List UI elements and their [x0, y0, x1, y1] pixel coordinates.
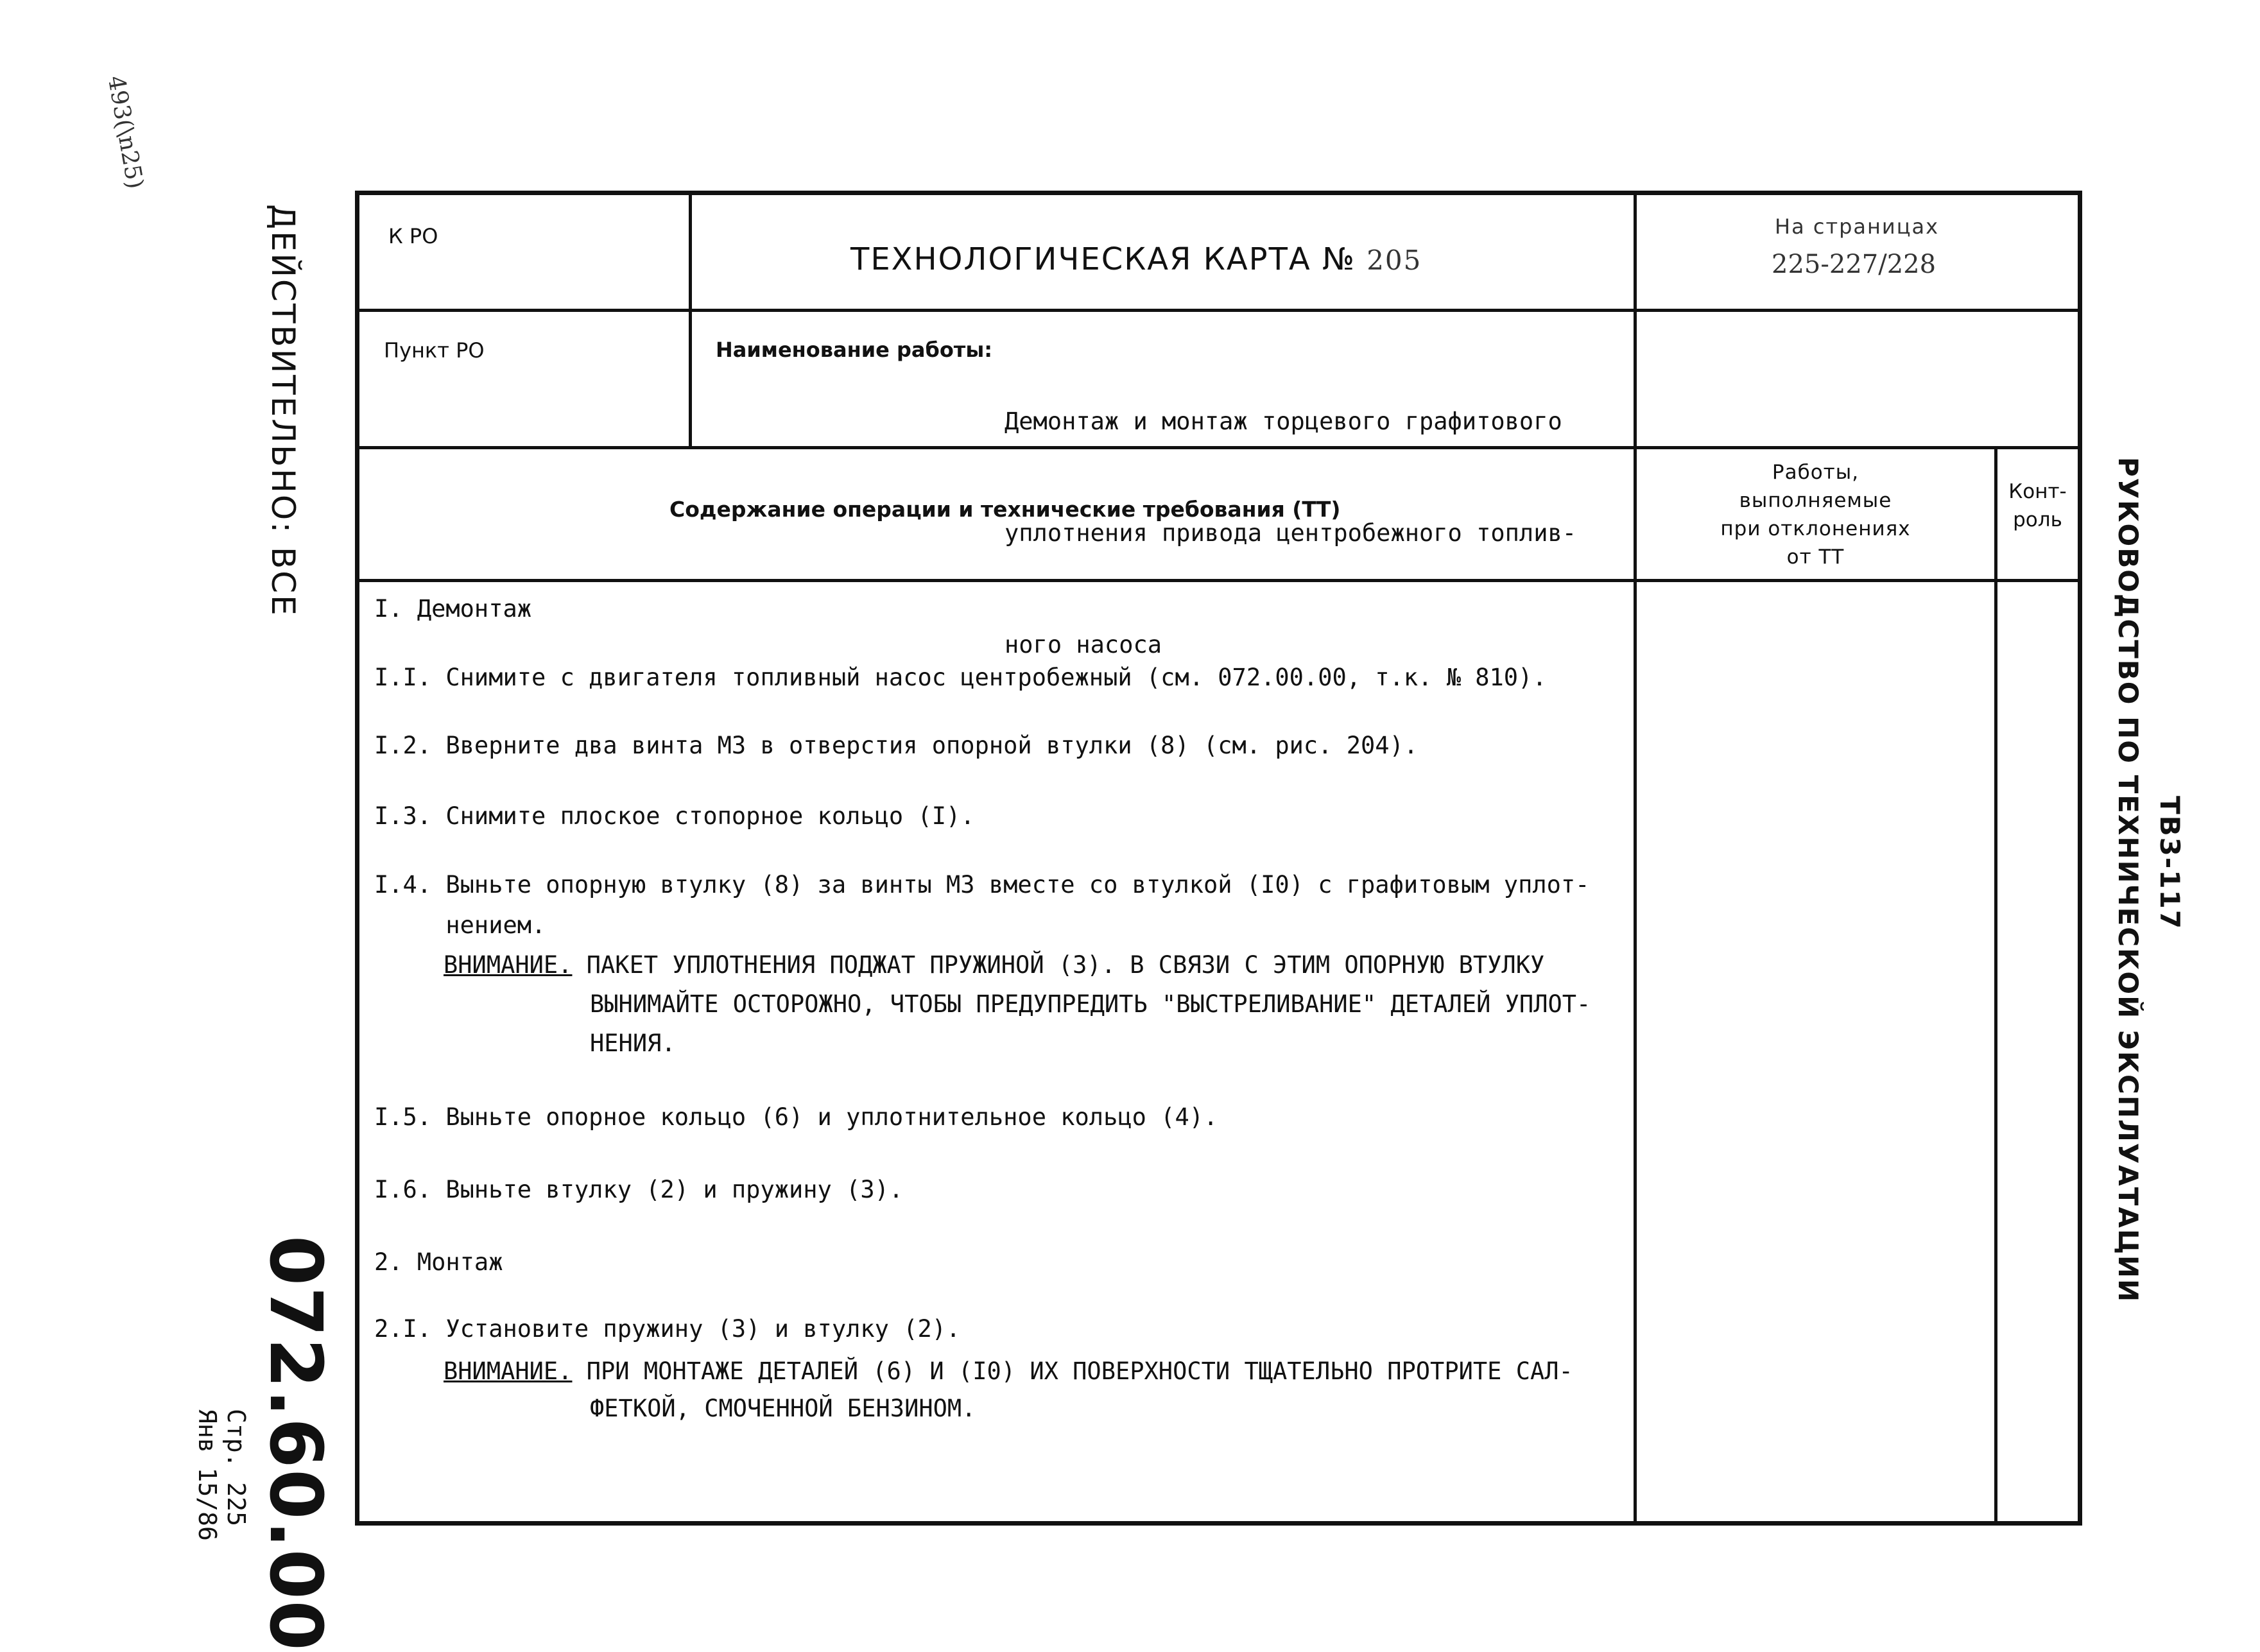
deviation-header-line: от ТТ — [1786, 546, 1845, 569]
pages-value: 225-227/228 — [1772, 250, 1937, 279]
step-1-5: I.5. Выньте опорное кольцо (6) и уплотнительное кольцо (4). — [374, 1103, 1218, 1131]
deviation-header-line: выполняемые — [1739, 489, 1892, 512]
warning-2 — [444, 1355, 1573, 1388]
work-name-line: уплотнения привода центробежного топлив- — [1005, 519, 1577, 547]
control-header-line: роль — [2013, 508, 2062, 531]
punkt-ro-label: Пункт РО — [384, 338, 485, 363]
step-1-4: I.4. Выньте опорную втулку (8) за винты М3 вместе со втулкой (I0) с графитовым уплот- — [374, 871, 1590, 899]
page-number: Стр. 225 — [222, 1409, 250, 1527]
step-1-6: I.6. Выньте втулку (2) и пружину (3). — [374, 1176, 904, 1203]
step-1-2: I.2. Вверните два винта М3 в отверстия опорной втулки (8) (см. рис. 204). — [374, 732, 1419, 759]
revision-date: Янв 15/86 — [193, 1409, 221, 1541]
work-name-line: ного насоса — [1005, 631, 1162, 658]
warning-2-line-2: ФЕТКОЙ, СМОЧЕННОЙ БЕНЗИНОМ. — [590, 1395, 976, 1422]
section-dismantling: I. Демонтаж — [374, 595, 532, 623]
warning-label: ВНИМАНИЕ. — [444, 951, 573, 979]
step-1-3: I.3. Снимите плоское стопорное кольцо (I). — [374, 802, 975, 830]
card-title-text: ТЕХНОЛОГИЧЕСКАЯ КАРТА № — [850, 241, 1356, 277]
work-name-line: Демонтаж и монтаж торцевого графитового — [1005, 408, 1562, 435]
handwritten-note-text: 493(\n25) — [102, 74, 148, 191]
pages-label: На страницах — [1775, 214, 1940, 239]
rule-content-deviation — [1634, 195, 1637, 1521]
card-number: 205 — [1367, 245, 1422, 276]
rule-deviation-control — [1994, 446, 1997, 1521]
control-header-line: Конт- — [2008, 480, 2067, 503]
warning-label: ВНИМАНИЕ. — [444, 1357, 573, 1385]
rule-left-header — [689, 195, 692, 449]
step-1-4-cont: нением. — [374, 911, 546, 939]
handwritten-note — [102, 74, 148, 191]
validity-label: ДЕЙСТВИТЕЛЬНО: ВСЕ — [264, 204, 302, 617]
k-ro-label: К РО — [388, 224, 438, 248]
warning-text: ПАКЕТ УПЛОТНЕНИЯ ПОДЖАТ ПРУЖИНОЙ (3). В СВЯЗИ С ЭТИМ ОПОРНУЮ ВТУЛКУ — [572, 951, 1545, 979]
warning-1-line-2: ВЫНИМАЙТЕ ОСТОРОЖНО, ЧТОБЫ ПРЕДУПРЕДИТЬ "ВЫСТРЕЛИВАНИЕ" ДЕТАЛЕЙ УПЛОТ- — [590, 990, 1591, 1018]
section-number: 072.60.00 — [254, 1235, 337, 1652]
step-2-1: 2.I. Установите пружину (3) и втулку (2). — [374, 1315, 961, 1343]
warning-1 — [444, 949, 1544, 981]
card-title — [850, 241, 1422, 277]
deviation-header-line: Работы, — [1772, 461, 1859, 484]
work-name-label: Наименование работы: — [716, 338, 993, 362]
section-assembly: 2. Монтаж — [374, 1248, 503, 1276]
column-control-header — [1997, 478, 2078, 534]
warning-1-line-3: НЕНИЯ. — [590, 1029, 676, 1057]
manual-title: РУКОВОДСТВО ПО ТЕХНИЧЕСКОЙ ЭКСПЛУАТАЦИИ — [2112, 457, 2144, 1304]
step-1-1: I.I. Снимите с двигателя топливный насос центробежный (см. 072.00.00, т.к. № 810). — [374, 664, 1547, 691]
column-content-header: Содержание операции и технические требования (ТТ) — [669, 497, 1341, 522]
rule-header-1 — [359, 309, 2078, 312]
tech-card — [355, 191, 2082, 1526]
deviation-header-line: при отклонениях — [1720, 517, 1911, 540]
warning-text: ПРИ МОНТАЖЕ ДЕТАЛЕЙ (6) И (I0) ИХ ПОВЕРХНОСТИ ТЩАТЕЛЬНО ПРОТРИТЕ САЛ- — [572, 1357, 1573, 1385]
doc-code: ТВ3-117 — [2154, 796, 2186, 930]
column-deviation-header — [1637, 458, 1994, 571]
